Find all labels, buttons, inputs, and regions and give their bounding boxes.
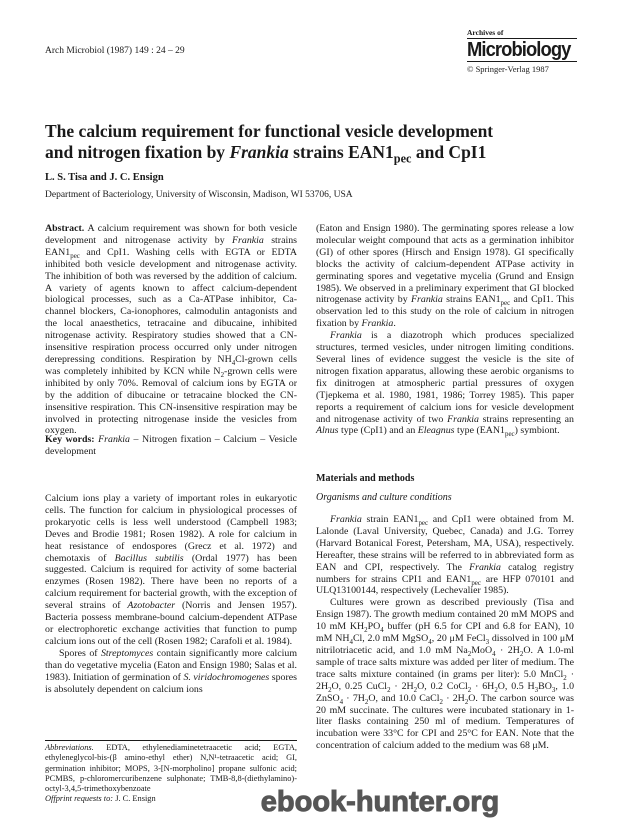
right-paragraph-2: Frankia is a diazotroph which produces specialized structures, termed vesicles, under nitrogen limiting conditions. Several lines of evidence suggest the vesicle is the site of nitrogen fixation apparatus, allowing these aerobic organisms to fix dinitrogen at atmospheric partial pressures of oxygen (Tjepkema et al. 1980, 1981, 1986; Torrey 1985). This paper reports a requirement of calcium ions for vesicle development and nitrogenase activity of two Frankia strains representing an Alnus type (CpI1) and an Eleagnus type $(EAN1_{pec})$ symbiont. bbox=[316, 330, 574, 439]
offprint-requests: Offprint requests to: J. C. Ensign bbox=[45, 794, 156, 804]
abbreviations: Abbreviations. EDTA, ethylenediaminetetraacetic acid; EGTA, ethyleneglycol-bis-(β amino-ethyl ether) N,N¹-tetraacetic acid; GI, germination inhibitor; MOPS, 3-[N-morpholino] propane sulfonic acid; PCMBS, p-chloromercuribenzene sulphonate; TMB-8,8-(diethylamino)-octyl-3,4,5-trimethoxybenzoate bbox=[45, 743, 297, 794]
methods-paragraph-2: Cultures were grown as described previously (Tisa and Ensign 1987). The growth medium contained 20 mM MOPS and 10 mM $KH_2PO_4$ buffer (pH 6.5 for CPI and 6.8 for EAN), 10 mM $NH_4Cl$, 2.0 mM MgSO$_4$, 20 μM FeCl$_3$ dissolved in 100 μM nitrilotriacetic acid, and 1.0 mM $Na_2MoO_4 \cdot 2H_2O$. A 1.0-ml sample of trace salts mixture was added per liter of medium. The trace salts mixture contained (in grams per liter): 5.0 MnCl$_2$ · $2H_2O$, 0.25 CuCl$_2$ · $2H_2O$, 0.2 CoCl$_2$ · $6H_2O$, 0.5 $H_3BO_3$, 1.0 ZnSO$_4$ · $7H_2O$, and 10.0 CaCl$_2$ · $2H_2O$. The carbon source was 20 mM succinate. The cultures were incubated stationary in 1-liter flasks containing 250 ml of medium. Temperatures of incubation were 33°C for CPI and 25°C for EAN. Note that the concentration of calcium added to the medium was 68 μM. bbox=[316, 597, 575, 752]
intro-continued bbox=[316, 223, 574, 437]
right-paragraph-1: (Eaton and Ensign 1980). The germinating spores release a low molecular weight compound that acts as a germination inhibitor (GI) of other spores (Hirsch and Ensign 1978). GI specifically blocks the activity of calcium-dependent ATPase activity in germinating spores and vegetative mycelia (Grund and Ensign 1985). We observed in a preliminary experiment that GI blocked nitrogenase activity by Frankia strains $EAN1_{pec}$ and CpI1. This observation led to this study on the role of calcium in nitrogen fixation by Frankia. bbox=[316, 223, 574, 330]
intro-paragraph-1: Calcium ions play a variety of important roles in eukaryotic cells. The function for calcium in physiological processes of prokaryotic cells is less well understood (Campbell 1983; Deves and Brodie 1981; Rosen 1982). A role for calcium in heat resistance of endospores (Grecz et al. 1972) and chemotaxis of Bacillus subtilis (Ordal 1977) has been suggested. Calcium is required for activity of some bacterial enzymes (Rosen 1982). There have been no reports of a calcium requirement for bacterial growth, with the exception of several strains of Azotobacter (Norris and Jensen 1957). Bacteria possess membrane-bound calcium-dependent ATPase or electrophoretic exchange activities that function to pump calcium ions out of the cell (Rosen 1982; Carafoli et al. 1984). bbox=[45, 493, 297, 647]
intro-paragraph-2: Spores of Streptomyces contain significantly more calcium than do vegetative mycelia (Eaton and Ensign 1980; Salas et al. 1983). Initiation of germination of S. viridochromogenes spores is absolutely dependent on calcium ions bbox=[45, 647, 297, 695]
footnote-divider bbox=[45, 740, 297, 741]
journal-logo bbox=[467, 28, 577, 74]
article-title bbox=[45, 121, 585, 166]
journal-citation: Arch Microbiol (1987) 149 : 24 – 29 bbox=[45, 46, 185, 56]
abstract: Abstract. A calcium requirement was shown for both vesicle development and nitrogenase activity by Frankia strains $EAN1_{pec}$ and CpI1. Washing cells with EGTA or EDTA inhibited both vesicle development and nitrogenase activity. The inhibition of both was reversed by the addition of calcium. A variety of agents known to affect calcium-dependent biological processes, such as a Ca-ATPase inhibitor, Ca-channel blockers, Ca-ionophores, calmodulin antagonists and the local anaesthetics, tetracaine and dibucaine, inhibited nitrogenase activity. Respiratory studies showed that a CN-insensitive respiration process occurred only under nitrogen derepressing conditions. Respiration by $NH_4Cl$-grown cells was completely inhibited by KCN while $N_2$-grown cells were inhibited by only 70%. Removal of calcium ions by EGTA or by the addition of dibucaine or tetracaine blocked the CN-insensitive respiration. This CN-insensitive respiration may be involved in protecting nitrogenase inside the vesicles from oxygen. bbox=[45, 223, 297, 437]
title-line-1: The calcium requirement for functional vesicle development bbox=[45, 121, 494, 141]
logo-rule-bottom bbox=[467, 61, 577, 62]
keywords: Key words: Frankia – Nitrogen fixation – Calcium – Vesicle development bbox=[45, 434, 298, 457]
methods-paragraph-1: Frankia strain $EAN1_{pec}$ and CpI1 were obtained from M. Lalonde (Laval University, Quebec, Canada) and J.G. Torrey (Harvard Botanical Forest, Petersham, MA, USA), respectively. Hereafter, these strains will be referred to in abbreviated form as EAN and CPI, respectively. The Frankia catalog registry numbers for strains CPI1 and $EAN1_{pec}$ are HFP 070101 and ULQ13100144, respectively (Lechevalier 1985). bbox=[316, 514, 574, 597]
logo-archives-of: Archives of bbox=[467, 28, 504, 37]
logo-microbiology: Microbiology bbox=[467, 39, 571, 61]
affiliation: Department of Bacteriology, University of Wisconsin, Madison, WI 53706, USA bbox=[45, 190, 353, 200]
copyright: © Springer-Verlag 1987 bbox=[467, 64, 549, 74]
subsection-heading-organisms: Organisms and culture conditions bbox=[316, 492, 452, 503]
authors: L. S. Tisa and J. C. Ensign bbox=[45, 172, 164, 183]
section-heading-methods: Materials and methods bbox=[316, 473, 415, 484]
title-line-2: and nitrogen fixation by Frankia strains $EAN1_{pec}$ and CpI1 bbox=[45, 142, 487, 166]
watermark: ebook-hunter.org bbox=[260, 786, 500, 818]
methods-text bbox=[316, 514, 574, 752]
introduction bbox=[45, 493, 297, 695]
